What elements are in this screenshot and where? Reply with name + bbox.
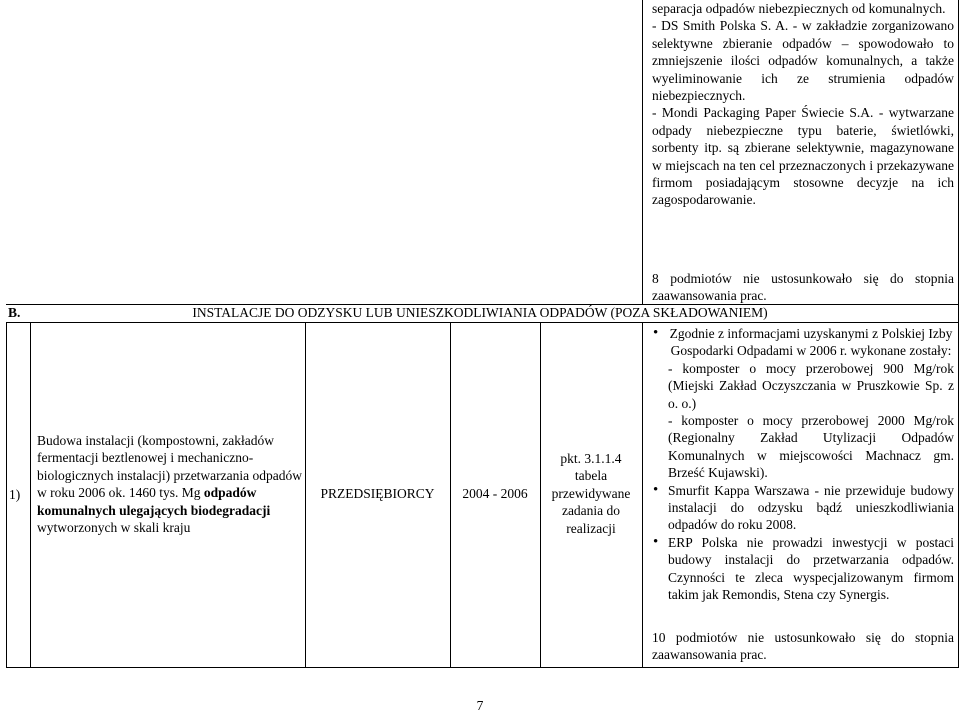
row-divider-section-bottom: [6, 322, 959, 323]
section-letter: B.: [8, 305, 21, 320]
status-bullet-2: • Smurfit Kappa Warszawa - nie przewiduje budowy instalacji do odzysku bądź unieszkodliwiania odpadów do roku 2008.: [668, 482, 954, 534]
status-sub-item-2: - komposter o mocy przerobowej 2000 Mg/rok (Regionalny Zakład Utylizacji Odpadów Komunalnych w miejscowości Machnacz gm. Brześć Kujawski).: [668, 413, 954, 481]
task-text-part2: wytworzonych w skali kraju: [37, 520, 191, 536]
top-cell-line-1: separacja odpadów niebezpiecznych od komunalnych.: [652, 1, 946, 16]
row-status: 10 podmiotów nie ustosunkowało się do stopnia zaawansowania prac.: [652, 630, 954, 663]
top-cell-status: 8 podmiotów nie ustosunkowało się do stopnia zaawansowania prac.: [652, 271, 954, 304]
page-number: 7: [476, 698, 484, 713]
border-col1: [30, 322, 31, 667]
status-bullet-3: • ERP Polska nie prowadzi inwestycji w postaci budowy instalacji do przetwarzania odpadów. Czynności te zleca wyspecjalizowanym firmom takim jak Remondis, Stena czy Synergis.: [668, 534, 954, 604]
task-text-part1: Budowa instalacji (kompostowni, zakładów fermentacji beztlenowej i mechaniczno- biologicznych instalacji) przetwarzania odpadów w roku 2006 ok. 1460 tys. Mg: [37, 433, 303, 501]
border-col5-lower: [642, 322, 643, 667]
top-cell-line-3: - Mondi Packaging Paper Świecie S.A. - wytwarzane odpady niebezpieczne typu baterie, świetlówki, sorbenty itp. są zbierane selektywnie, magazynowane w miejscach na ten cel przeznaczonych i przekazywane firmom posiadającym stosowne decyzje na ich zagospodarowanie.: [652, 105, 954, 208]
status-cell: [652, 325, 954, 604]
responsible-party: PRZEDSIĘBIORCY: [320, 486, 435, 501]
task-description: [37, 432, 303, 536]
border-col5: [642, 0, 643, 304]
top-cell: [652, 0, 954, 209]
document-reference: pkt. 3.1.1.4 tabela przewidywane zadania do realizacji: [551, 451, 631, 536]
row-divider-bottom: [6, 667, 959, 668]
border-right: [958, 0, 959, 667]
task-text-bold: odpadów komunalnych ulegających biodegradacji: [37, 485, 271, 518]
status-sub-item-1: - komposter o mocy przerobowej 900 Mg/rok (Miejski Zakład Oczyszczania w Pruszkowie Sp. z o. o.): [668, 360, 954, 411]
border-col4: [540, 322, 541, 667]
implementation-period: 2004 - 2006: [462, 486, 528, 501]
status-bullet-1: [668, 325, 954, 482]
status-bullet-1-text: • Zgodnie z informacjami uzyskanymi z Polskiej Izby Gospodarki Odpadami w 2006 r. wykonane zostały:: [669, 326, 953, 359]
row-number: 1): [9, 487, 21, 502]
section-title: INSTALACJE DO ODZYSKU LUB UNIESZKODLIWIANIA ODPADÓW (POZA SKŁADOWANIEM): [192, 305, 768, 320]
border-left: [6, 322, 7, 667]
top-cell-line-2: - DS Smith Polska S. A. - w zakładzie zorganizowano selektywne zbieranie odpadów – spowodowało to zmniejszenie ilości odpadów komunalnych, a także wyeliminowanie ich ze strumienia odpadów niebezpiecznych.: [652, 18, 954, 104]
